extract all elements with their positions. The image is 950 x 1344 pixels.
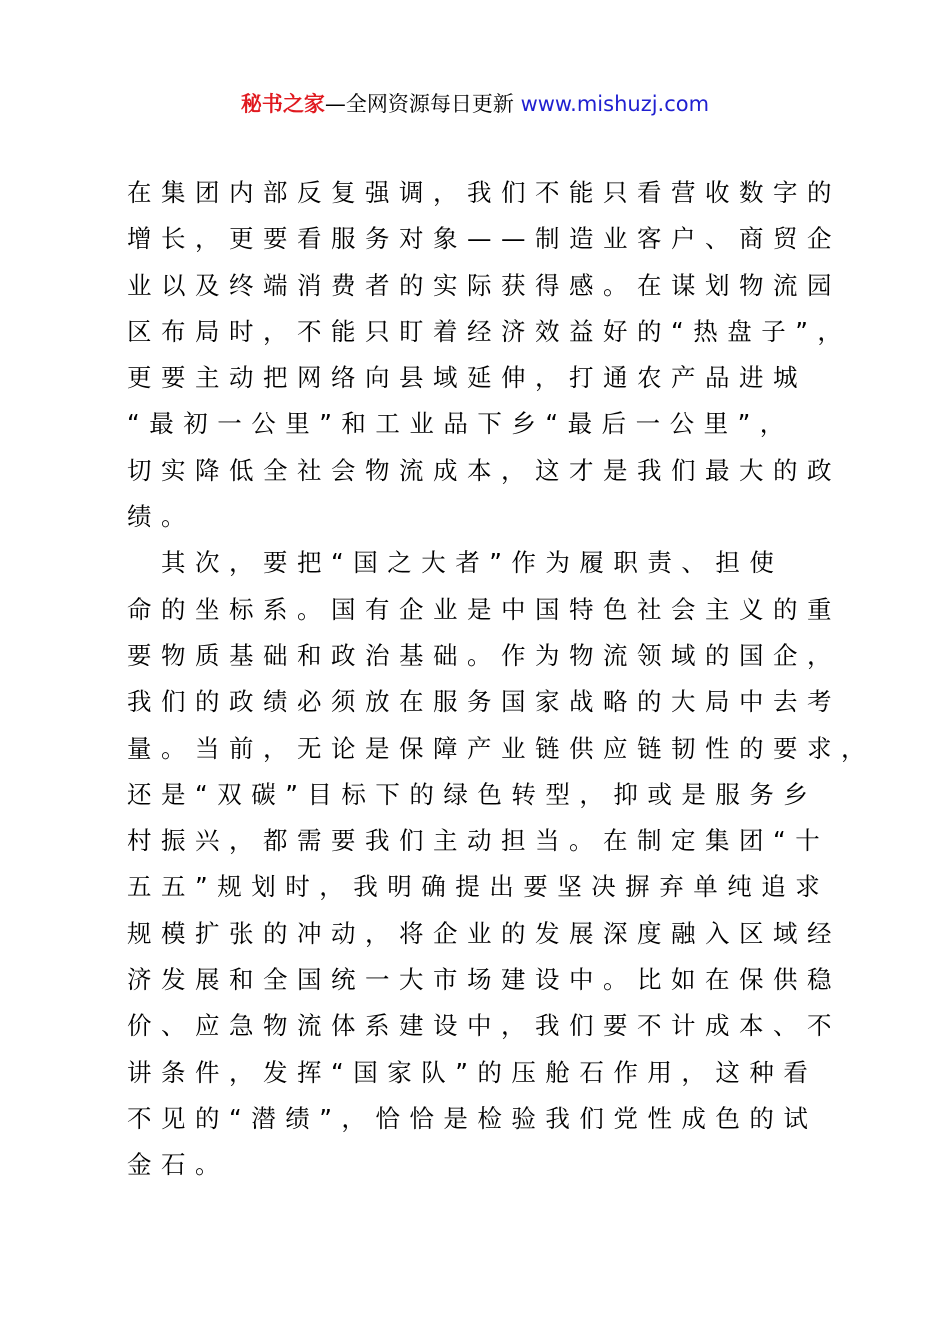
paragraph-start-line: 其次，要把“国之大者”作为履职责、担使 — [127, 548, 784, 578]
site-url-link[interactable]: www.mishuzj.com — [520, 92, 710, 116]
text-line: 村振兴，都需要我们主动担当。在制定集团“十 — [127, 826, 830, 856]
page-header — [0, 88, 950, 120]
text-line: 量。当前，无论是保障产业链供应链韧性的要求， — [127, 733, 875, 763]
text-line: 增长，更要看服务对象——制造业客户、商贸企 — [127, 224, 841, 254]
text-line: 更要主动把网络向县域延伸，打通农产品进城 — [127, 363, 807, 393]
text-line: 命的坐标系。国有企业是中国特色社会主义的重 — [127, 594, 841, 624]
text-line: 业以及终端消费者的实际获得感。在谋划物流园 — [127, 270, 841, 300]
text-line: 切实降低全社会物流成本，这才是我们最大的政 — [127, 455, 841, 485]
text-line: 还是“双碳”目标下的绿色转型，抑或是服务乡 — [127, 779, 818, 809]
text-line: 五五”规划时，我明确提出要坚决摒弃单纯追求 — [127, 872, 830, 902]
text-line: “最初一公里”和工业品下乡“最后一公里”， — [127, 409, 794, 439]
text-line: 价、应急物流体系建设中，我们要不计成本、不 — [127, 1011, 841, 1041]
site-tagline: —全网资源每日更新 — [324, 92, 514, 116]
text-line: 在集团内部反复强调，我们不能只看营收数字的 — [127, 178, 841, 207]
text-line: 要物质基础和政治基础。作为物流领域的国企， — [127, 640, 841, 670]
document-body — [127, 170, 875, 1189]
text-line: 规模扩张的冲动，将企业的发展深度融入区域经 — [127, 918, 841, 948]
text-line: 济发展和全国统一大市场建设中。比如在保供稳 — [127, 965, 841, 995]
text-line: 我们的政绩必须放在服务国家战略的大局中去考 — [127, 687, 841, 717]
text-line: 金石。 — [127, 1150, 229, 1180]
site-brand: 秘书之家 — [240, 92, 325, 116]
text-line: 不见的“潜绩”，恰恰是检验我们党性成色的试 — [127, 1103, 818, 1133]
text-line: 区布局时，不能只盯着经济效益好的“热盘子”， — [127, 316, 852, 346]
text-line: 讲条件，发挥“国家队”的压舱石作用，这种看 — [127, 1057, 818, 1087]
text-line: 绩。 — [127, 502, 195, 532]
